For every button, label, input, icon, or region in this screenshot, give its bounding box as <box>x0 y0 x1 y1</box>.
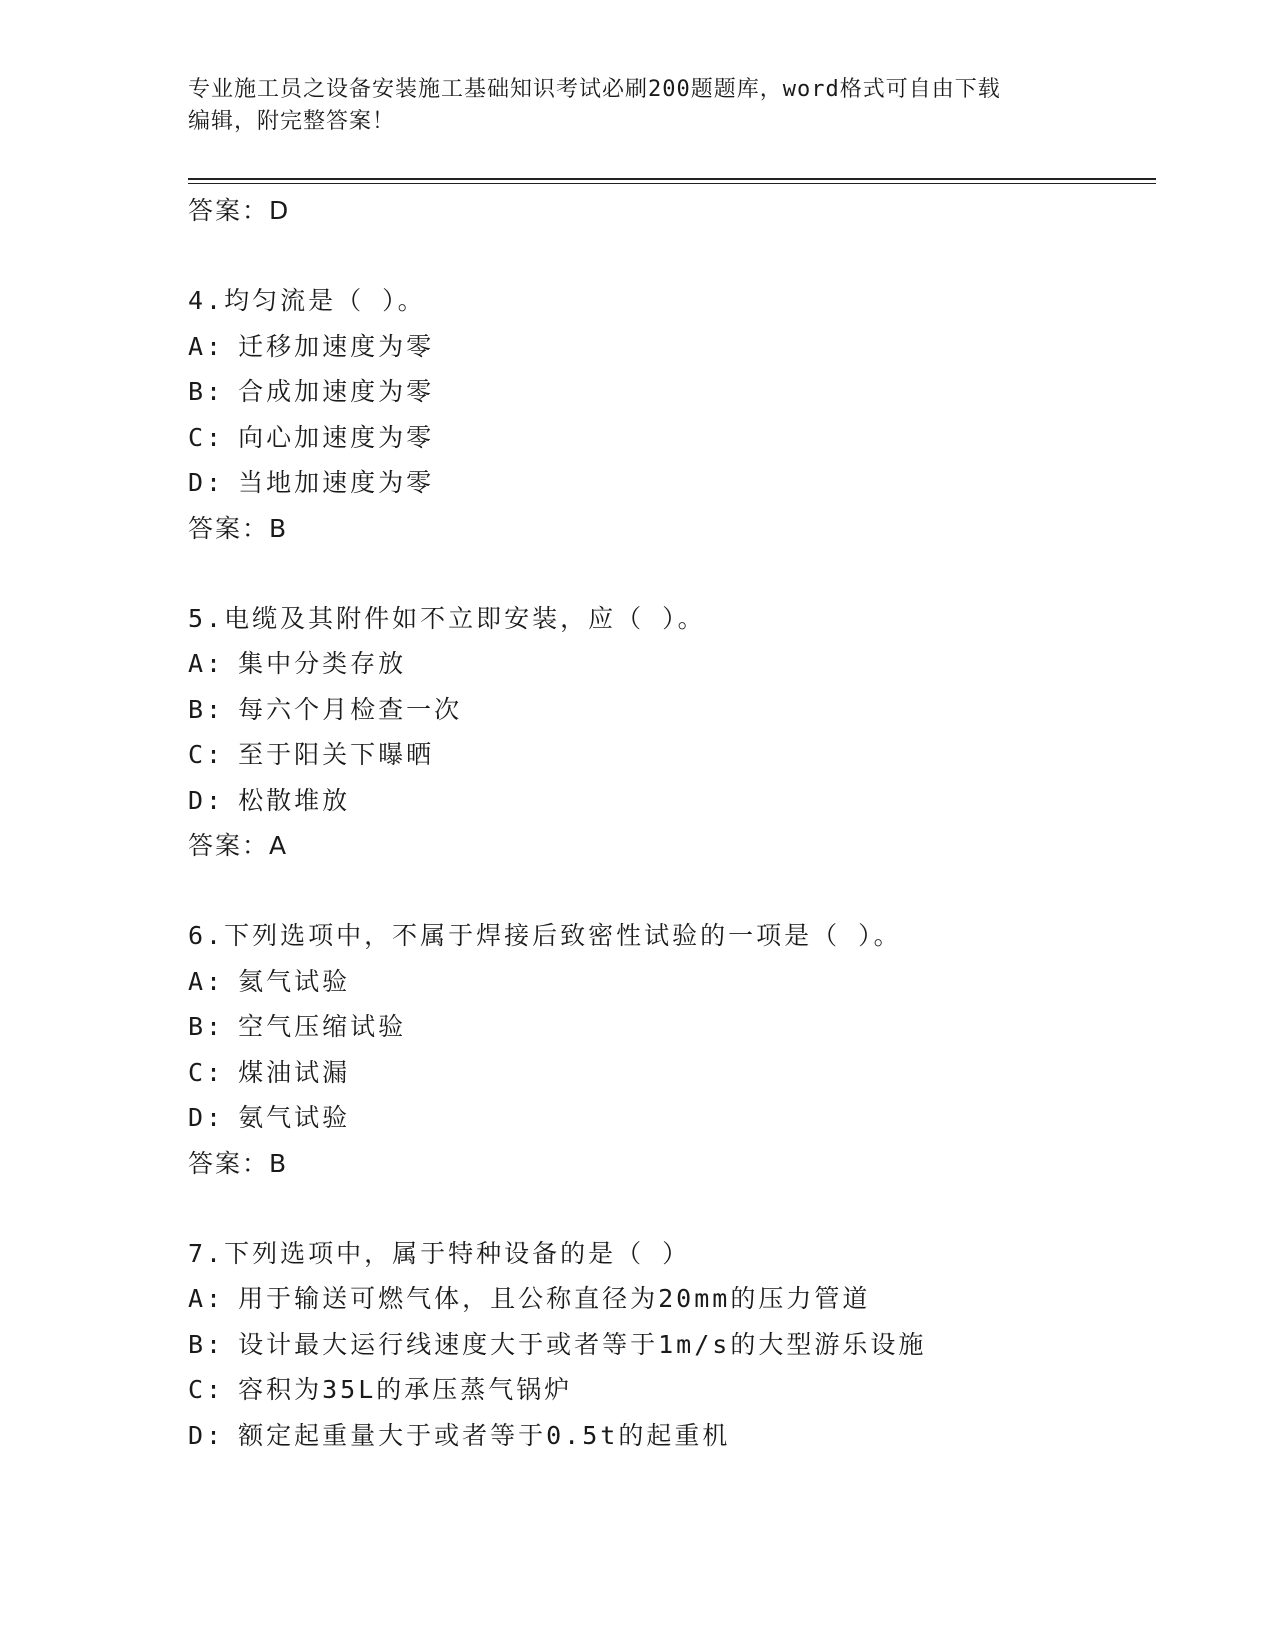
option-letter: D: <box>188 1420 225 1450</box>
option-text: 合成加速度为零 <box>238 377 435 406</box>
option-text: 迁移加速度为零 <box>238 331 435 361</box>
question-item <box>188 596 1156 870</box>
option-text: 当地加速度为零 <box>238 468 435 497</box>
option-c <box>188 415 1156 461</box>
option-a <box>188 1276 1156 1322</box>
option-letter: B: <box>188 694 225 724</box>
option-text: 每六个月检查一次 <box>238 694 463 724</box>
option-text: 煤油试漏 <box>238 1057 351 1087</box>
question-text: 4.均匀流是（ ）。 <box>188 286 426 315</box>
question-text: 5.电缆及其附件如不立即安装，应（ ）。 <box>188 603 706 633</box>
option-text: 空气压缩试验 <box>238 1012 407 1041</box>
option-b <box>188 1322 1156 1368</box>
question-text: 6.下列选项中，不属于焊接后致密性试验的一项是（ ）。 <box>188 921 902 950</box>
header-line-1: 专业施工员之设备安装施工基础知识考试必刷200题题库，word格式可自由下载 <box>188 77 1001 102</box>
option-text: 设计最大运行线速度大于或者等于1m/s的大型游乐设施 <box>238 1329 927 1359</box>
option-text: 容积为35L的承压蒸气锅炉 <box>238 1375 573 1404</box>
option-letter: B: <box>188 377 225 406</box>
header-divider-thin <box>188 183 1156 184</box>
header-line-2: 编辑，附完整答案！ <box>188 109 396 134</box>
option-d <box>188 778 1156 824</box>
option-text: 用于输送可燃气体，且公称直径为20mm的压力管道 <box>238 1284 871 1313</box>
option-letter: A: <box>188 1284 225 1313</box>
question-item <box>188 913 1156 1187</box>
option-letter: C: <box>188 422 225 452</box>
answer-line: 答案：B <box>188 1148 289 1178</box>
question-item <box>188 278 1156 552</box>
answer-line: 答案：A <box>188 831 289 860</box>
option-a <box>188 959 1156 1005</box>
document-header <box>188 74 1088 138</box>
option-letter: D: <box>188 1103 225 1132</box>
option-letter: A: <box>188 331 225 361</box>
question-text: 7.下列选项中，属于特种设备的是（ ） <box>188 1238 691 1268</box>
option-letter: D: <box>188 468 225 497</box>
option-letter: C: <box>188 740 225 769</box>
answer-line: 答案：D <box>188 196 291 225</box>
option-c <box>188 1050 1156 1096</box>
option-letter: B: <box>188 1012 225 1041</box>
option-text: 额定起重量大于或者等于0.5t的起重机 <box>238 1420 731 1450</box>
option-text: 松散堆放 <box>238 785 351 815</box>
option-letter: C: <box>188 1375 225 1404</box>
option-text: 向心加速度为零 <box>238 422 435 452</box>
option-text: 氨气试验 <box>238 1103 351 1132</box>
option-a <box>188 641 1156 687</box>
option-letter: A: <box>188 966 225 996</box>
option-letter: C: <box>188 1057 225 1087</box>
option-letter: B: <box>188 1329 225 1359</box>
option-d <box>188 460 1156 506</box>
answer-line: 答案：B <box>188 513 289 543</box>
header-divider-thick <box>188 178 1156 180</box>
option-b <box>188 687 1156 733</box>
option-b <box>188 369 1156 415</box>
option-d <box>188 1095 1156 1141</box>
option-text: 氦气试验 <box>238 966 351 996</box>
option-text: 至于阳关下曝晒 <box>238 740 435 769</box>
question-list <box>188 188 1156 1458</box>
option-c <box>188 1367 1156 1413</box>
option-a <box>188 324 1156 370</box>
option-letter: A: <box>188 649 225 678</box>
question-item <box>188 1231 1156 1459</box>
option-letter: D: <box>188 785 225 815</box>
option-c <box>188 732 1156 778</box>
option-b <box>188 1004 1156 1050</box>
option-d <box>188 1413 1156 1459</box>
option-text: 集中分类存放 <box>238 649 407 678</box>
